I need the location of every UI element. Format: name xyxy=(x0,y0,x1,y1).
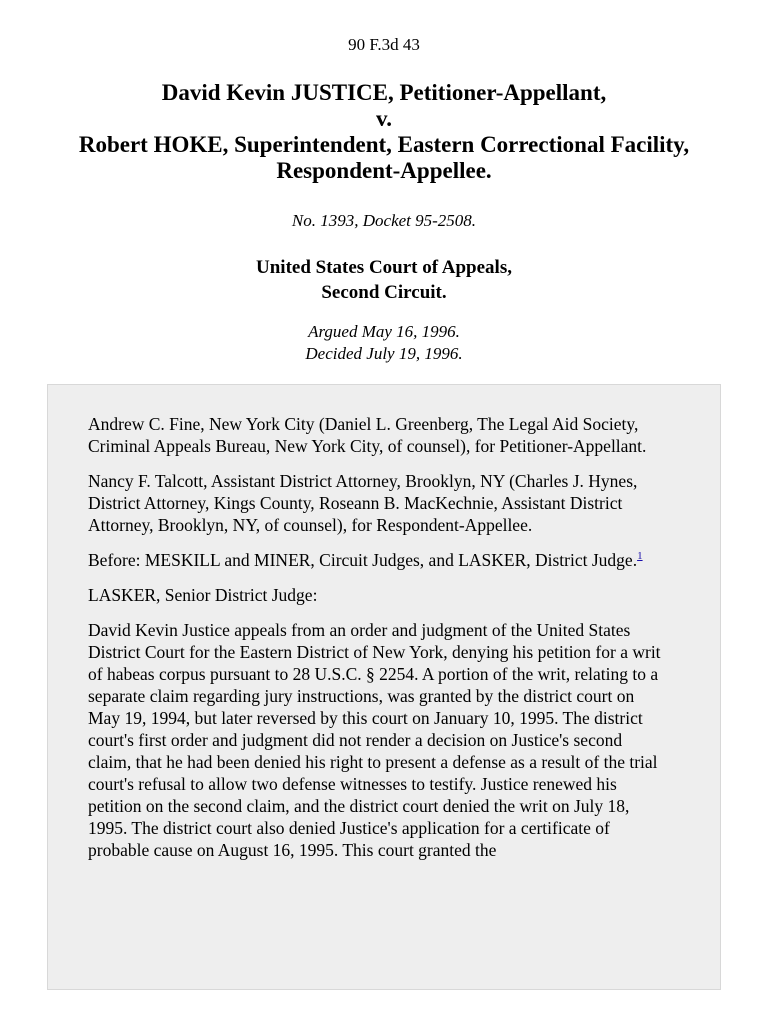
court-line-2: Second Circuit. xyxy=(321,282,447,303)
footnote-link[interactable]: 1 xyxy=(637,550,643,563)
panel-judges xyxy=(88,549,668,571)
case-dates xyxy=(0,321,768,365)
argued-date: Argued May 16, 1996. xyxy=(308,322,460,341)
panel-judges-text: Before: MESKILL and MINER, Circuit Judges, and LASKER, District Judge. xyxy=(88,550,638,570)
case-caption xyxy=(0,80,768,184)
counsel-petitioner: Andrew C. Fine, New York City (Daniel L. Greenberg, The Legal Aid Society, Criminal Appeals Bureau, New York City, of counsel), for Petitioner-Appellant. xyxy=(88,414,647,456)
decided-date: Decided July 19, 1996. xyxy=(305,344,463,363)
case-citation: 90 F.3d 43 xyxy=(348,35,420,54)
docket-number: No. 1393, Docket 95-2508. xyxy=(291,211,477,230)
court-line-1: United States Court of Appeals, xyxy=(256,257,512,278)
counsel-respondent: Nancy F. Talcott, Assistant District Attorney, Brooklyn, NY (Charles J. Hynes, District Attorney, Kings County, Roseann B. MacKechnie, Assistant District Attorney, Brooklyn, NY, of counsel), for Respondent-Appellee. xyxy=(88,471,638,535)
opinion-panel xyxy=(47,384,721,990)
court-name xyxy=(0,255,768,305)
opinion-text xyxy=(88,413,668,874)
versus-line: v. xyxy=(376,106,392,131)
opinion-body-paragraph: David Kevin Justice appeals from an order and judgment of the United States District Court for the Eastern District of New York, denying his petition for a writ of habeas corpus pursuant to 28 U.S.C. § 2254. A portion of the writ, relating to a separate claim regarding jury instructions, was granted by the district court on May 19, 1994, but later reversed by this court on January 10, 1995. The district court's first order and judgment did not render a decision on Justice's second claim, that he had been denied his right to present a defense as a result of the trial court's refusal to allow two defense witnesses to testify. Justice renewed his petition on the second claim, and the district court denied the writ on July 18, 1995. The district court also denied Justice's application for a certificate of probable cause on August 16, 1995. This court granted the xyxy=(88,620,661,860)
petitioner-line: David Kevin JUSTICE, Petitioner-Appellant, xyxy=(161,80,607,105)
respondent-line: Robert HOKE, Superintendent, Eastern Correctional Facility, xyxy=(78,132,690,157)
respondent-role-line: Respondent-Appellee. xyxy=(276,158,492,183)
opinion-author: LASKER, Senior District Judge: xyxy=(88,585,318,605)
